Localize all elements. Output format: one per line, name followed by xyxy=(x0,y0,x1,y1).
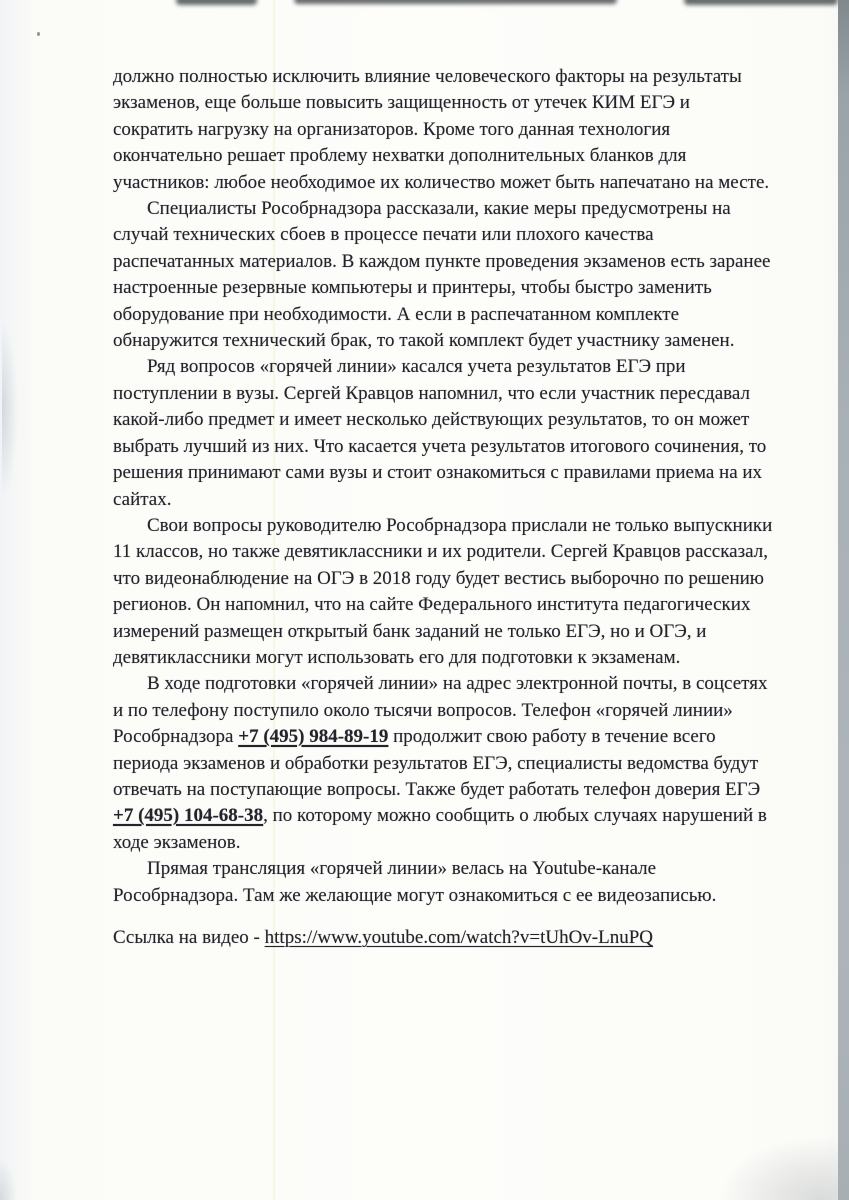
text-run: Ряд вопросов «горячей линии» касался учета результатов ЕГЭ при поступлении в вузы. Сергей Кравцов напомнил, что если участник пересдавал какой-либо предмет и имеет несколько действующих результатов, то он может выбрать лучший из них. Что касается учета результатов итогового сочинения, то решения принимают сами вузы и стоит ознакомиться с правилами приема на их сайтах. xyxy=(113,356,767,510)
text-run: должно полностью исключить влияние человеческого факторы на результаты экзаменов, еще больше повысить защищенность от утечек КИМ ЕГЭ и сократить нагрузку на организаторов. Кроме того данная технология окончательно решает проблему нехватки дополнительных бланков для участников: любое необходимое их количество может быть напечатано на месте. xyxy=(113,66,770,193)
text-run: Ссылка на видео - xyxy=(113,927,265,948)
scan-smudge-bottom-right xyxy=(718,1136,838,1200)
document-text xyxy=(113,64,773,951)
scan-artifact-top-edge xyxy=(294,0,617,4)
paragraph xyxy=(113,671,773,856)
phone-number: +7 (495) 984-89-19 xyxy=(238,726,389,748)
paragraph xyxy=(113,64,773,196)
scanner-edge-strip xyxy=(838,0,849,1200)
text-run: В ходе подготовки «горячей линии» на адрес электронной почты, в соцсетях и по телефону поступило около тысячи вопросов. Телефон «горячей линии» Рособрнадзора xyxy=(113,673,768,748)
paragraph xyxy=(113,925,773,951)
scan-smudge-bottom-left xyxy=(0,1160,16,1200)
page-curl-shadow xyxy=(2,320,18,500)
text-run: Прямая трансляция «горячей линии» велась на Youtube-канале Рособрнадзора. Там же желающие могут ознакомиться с ее видеозаписью. xyxy=(113,858,717,906)
scan-speck xyxy=(37,32,40,36)
text-run: Специалисты Рособрнадзора рассказали, какие меры предусмотрены на случай технических сбоев в процессе печати или плохого качества распечатанных материалов. В каждом пункте проведения экзаменов есть заранее настроенные резервные компьютеры и принтеры, чтобы быстро заменить оборудование при необходимости. А если в распечатанном комплекте обнаружится технический брак, то такой комплект будет участнику заменен. xyxy=(113,198,771,352)
text-run: , по которому можно сообщить о любых случаях нарушений в ходе экзаменов. xyxy=(113,805,767,853)
paragraph xyxy=(113,196,773,354)
scan-artifact-top-edge xyxy=(176,0,257,5)
phone-number: +7 (495) 104-68-38 xyxy=(113,805,264,827)
paragraph xyxy=(113,513,773,671)
text-run: Свои вопросы руководителю Рособрнадзора прислали не только выпускники 11 классов, но также девятиклассники и их родители. Сергей Кравцов рассказал, что видеонаблюдение на ОГЭ в 2018 году будет вестись выборочно по решению регионов. Он напомнил, что на сайте Федерального института педагогических измерений размещен открытый банк заданий не только ЕГЭ, но и ОГЭ, и девятиклассники могут использовать его для подготовки к экзаменам. xyxy=(113,514,773,668)
scan-artifact-top-edge xyxy=(684,0,838,5)
text-run: продолжит свою работу в течение всего периода экзаменов и обработки результатов ЕГЭ, специалисты ведомства будут отвечать на поступающие вопросы. Также будет работать телефон доверия ЕГЭ xyxy=(113,726,761,800)
video-link[interactable]: https://www.youtube.com/watch?v=tUhOv-LnuPQ xyxy=(264,927,654,948)
paragraph xyxy=(113,856,773,909)
paragraph xyxy=(113,354,773,512)
